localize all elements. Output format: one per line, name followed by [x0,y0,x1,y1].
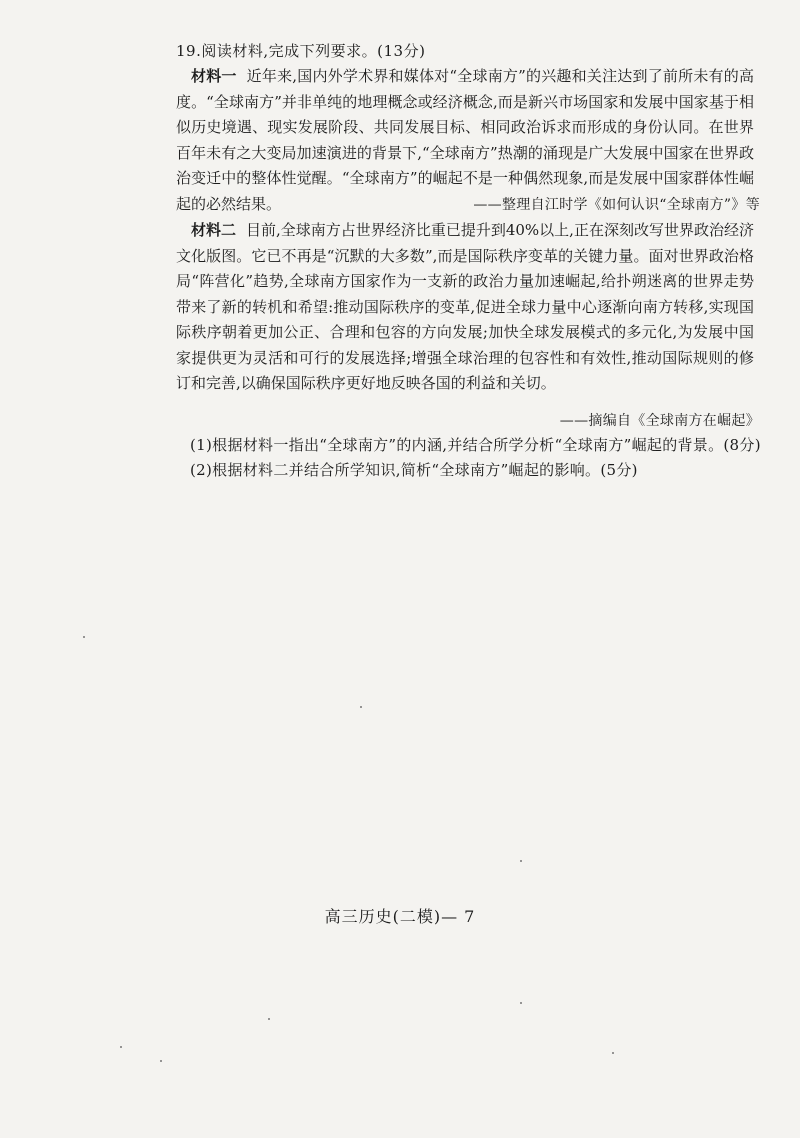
subquestion-2: (2)根据材料二并结合所学知识,简析“全球南方”崛起的影响。(5分) [190,461,638,479]
scan-speck [160,1060,162,1062]
material-one-label: 材料一 [191,67,237,85]
material-one-text: 近年来,国内外学术界和媒体对“全球南方”的兴趣和关注达到了前所未有的高度。“全球南方”并非单纯的地理概念或经济概念,而是新兴市场国家和发展中国家基于相似历史境遇、现实发展阶段、共同发展目标、相同政治诉求而形成的身份认同。在世界百年未有之大变局加速演进的背景下,“全球南方”热潮的涌现是广大发展中国家在世界政治变迁中的整体性觉醒。“全球南方”的崛起不是一种偶然现象,而是发展中国家群体性崛起的必然结果。 [176,67,754,213]
subquestion-1: (1)根据材料一指出“全球南方”的内涵,并结合所学分析“全球南方”崛起的背景。(8分) [190,436,761,454]
material-one-source: ——整理自江时学《如何认识“全球南方”》等 [473,197,760,213]
material-two-source: ——摘编自《全球南方在崛起》 [559,413,760,429]
material-two-text: 目前,全球南方占世界经济比重已提升到40%以上,正在深刻改写世界政治经济文化版图。它已不再是“沉默的大多数”,而是国际秩序变革的关键力量。面对世界政治格局“阵营化”趋势,全球南方国家作为一支新的政治力量加速崛起,给扑朔迷离的世界走势带来了新的转机和希望:推动国际秩序的变革,促进全球力量中心逐渐向南方转移,实现国际秩序朝着更加公正、合理和包容的方向发展;加快全球发展模式的多元化,为发展中国家提供更为灵活和可行的发展选择;增强全球治理的包容性和有效性,推动国际规则的修订和完善,以确保国际秩序更好地反映各国的利益和关切。 [176,221,754,392]
material-two-paragraph [176,218,754,397]
scan-speck [120,1046,122,1048]
scan-speck [520,860,522,862]
scan-speck [520,1002,522,1004]
scan-speck [360,706,362,708]
page-footer: 高三历史(二模)— 7 [324,907,476,926]
material-two-label: 材料二 [191,221,237,239]
scan-speck [83,636,85,638]
question-title: 19.阅读材料,完成下列要求。(13分) [176,42,426,60]
scan-speck [612,1052,614,1054]
scan-speck [268,1018,270,1020]
